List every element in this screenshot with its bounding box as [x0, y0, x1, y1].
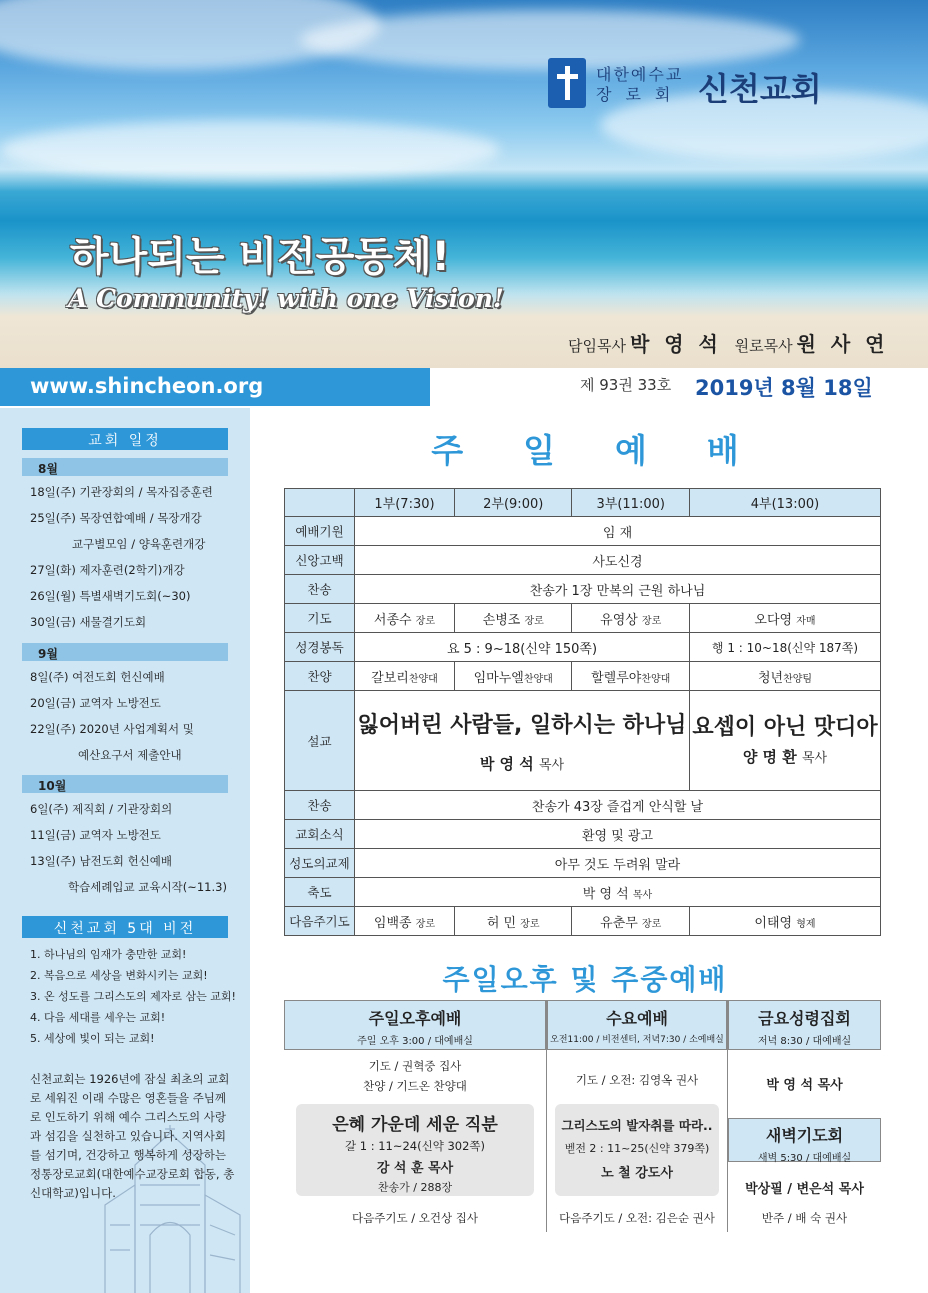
row-label: 축도 — [285, 878, 355, 907]
event-item: 13일(주) 남전도회 헌신예배 — [30, 854, 173, 868]
row-label: 찬송 — [285, 791, 355, 820]
church-introduction: 신천교회는 1926년에 잠실 최초의 교회로 세워진 이래 수많은 영혼들을 주님께로 인도하기 위해 예수 그리스도의 사랑과 섬김을 실천하고 있습니다. 지역사회를 섬기며, 건강하고 행복하게 성장하는 정통장로교회(대한예수교장로회 합동, 총신대학교)입니다. — [30, 1072, 235, 1200]
row-label: 찬양 — [285, 662, 355, 691]
friday-header — [728, 1000, 881, 1050]
afternoon-service — [284, 1000, 546, 1232]
event-item: 25일(주) 목장연합예배 / 목장개강 — [30, 511, 202, 525]
afternoon-next-prayer: 다음주기도 / 오건상 집사 — [352, 1211, 478, 1225]
denomination-line1: 대한예수교 — [596, 65, 684, 84]
website-link[interactable]: www.shincheon.org — [0, 368, 430, 406]
event-item: 예산요구서 제출안내 — [78, 748, 182, 762]
sermon-4-preacher: 양 명 환 — [742, 748, 797, 766]
afternoon-preacher: 강 석 훈 목사 — [376, 1161, 454, 1176]
prayer-3: 유영상 장로 — [572, 604, 690, 633]
service-time: 새벽 5:30 / 대예배실 — [757, 1153, 852, 1164]
table-row — [285, 517, 881, 546]
row-label: 다음주기도 — [285, 907, 355, 936]
row-label: 찬송 — [285, 575, 355, 604]
sermon-4 — [689, 691, 880, 791]
service-time: 오전11:00 / 비전센터, 저녁7:30 / 소예배실 — [550, 1035, 724, 1045]
service-4-header: 4부(13:00) — [689, 489, 880, 517]
church-logo — [548, 54, 848, 114]
row-label: 성경봉독 — [285, 633, 355, 662]
prayer-4: 오다영 자매 — [689, 604, 880, 633]
invocation: 임 재 — [355, 517, 881, 546]
table-row — [285, 878, 881, 907]
event-item: 26일(월) 특별새벽기도회(~30) — [30, 589, 191, 603]
slogan-korean: 하나되는 비전공동체! — [70, 234, 450, 280]
wednesday-sermon-box — [555, 1104, 719, 1196]
month-october: 10월 — [22, 775, 228, 793]
senior-pastor-title: 담임목사 — [568, 337, 626, 355]
choir-1: 갈보리찬양대 — [355, 662, 455, 691]
church-news: 환영 및 광고 — [355, 820, 881, 849]
vision-item: 5. 세상에 빛이 되는 교회! — [30, 1032, 155, 1045]
service-time: 주일 오후 3:00 / 대예배실 — [357, 1036, 473, 1047]
next-prayer-3: 유춘무 장로 — [572, 907, 690, 936]
service-2-header: 2부(9:00) — [454, 489, 571, 517]
table-row — [285, 907, 881, 936]
table-row — [285, 575, 881, 604]
wednesday-scripture: 벧전 2 : 11~25(신약 379쪽) — [564, 1142, 710, 1155]
table-row — [285, 604, 881, 633]
fellowship-hymn: 아무 것도 두려워 말라 — [355, 849, 881, 878]
closing-hymn: 찬송가 43장 즐겁게 안식할 날 — [355, 791, 881, 820]
wednesday-preacher: 노 철 강도사 — [601, 1166, 673, 1181]
afternoon-sermon-title: 은혜 가운데 세운 직분 — [332, 1115, 498, 1135]
event-item: 6일(주) 제직회 / 기관장회의 — [30, 802, 173, 816]
event-item: 20일(금) 교역자 노방전도 — [30, 696, 161, 710]
choir-2: 임마누엘찬양대 — [454, 662, 571, 691]
table-row — [285, 791, 881, 820]
service-name: 수요예배 — [606, 1009, 668, 1028]
afternoon-sermon-box — [296, 1104, 534, 1196]
month-september: 9월 — [22, 643, 228, 661]
afternoon-prayer: 기도 / 권혁중 집사 — [368, 1059, 462, 1073]
scripture-reading-4: 행 1 : 10~18(신약 187쪽) — [689, 633, 880, 662]
senior-pastor-name: 박 영 석 — [629, 332, 722, 356]
row-label: 예배기원 — [285, 517, 355, 546]
sunday-service-title: 주일예배 — [431, 431, 799, 470]
friday-service — [728, 1000, 881, 1232]
row-label: 성도의교제 — [285, 849, 355, 878]
friday-preacher: 박 영 석 목사 — [766, 1078, 843, 1093]
next-prayer-1: 임백종 장로 — [355, 907, 455, 936]
next-prayer-2: 허 민 장로 — [454, 907, 571, 936]
sermon-4-title: 요셉이 아닌 맛디아 — [692, 715, 878, 740]
wednesday-prayer: 기도 / 오전: 김영옥 권사 — [575, 1073, 699, 1087]
table-row — [285, 849, 881, 878]
vision-item: 1. 하나님의 임재가 충만한 교회! — [30, 948, 187, 961]
event-item: 11일(금) 교역자 노방전도 — [30, 828, 161, 842]
cross-icon — [548, 58, 586, 108]
denomination-line2: 장로회 — [596, 85, 685, 104]
next-prayer-4: 이태영 형제 — [689, 907, 880, 936]
issue-number: 제 93권 33호 — [580, 376, 672, 394]
accompanist: 반주 / 배 숙 권사 — [761, 1211, 848, 1225]
row-label: 신앙고백 — [285, 546, 355, 575]
choir-3: 할렐루야찬양대 — [572, 662, 690, 691]
afternoon-hymn: 찬송가 / 288장 — [377, 1181, 453, 1194]
prayer-1: 서종수 장로 — [355, 604, 455, 633]
afternoon-praise: 찬양 / 기드온 찬양대 — [363, 1079, 467, 1093]
dawn-prayer-header — [728, 1118, 881, 1162]
vision-item: 2. 복음으로 세상을 변화시키는 교회! — [30, 969, 208, 982]
table-row — [285, 691, 881, 791]
schedule-heading: 교회 일정 — [22, 428, 228, 450]
choir-4: 청년찬양팀 — [689, 662, 880, 691]
midweek-services — [284, 1000, 881, 1232]
service-3-header: 3부(11:00) — [572, 489, 690, 517]
wednesday-service — [547, 1000, 727, 1232]
midweek-service-title: 주일오후 및 주중예배 — [442, 963, 728, 996]
vision-heading: 신천교회 5대 비전 — [22, 916, 228, 938]
table-row — [285, 546, 881, 575]
wednesday-sermon-title: 그리스도의 발자취를 따라.. — [561, 1118, 713, 1133]
service-name: 주일오후예배 — [368, 1009, 462, 1028]
dawn-prayer-leaders: 박상필 / 변은석 목사 — [745, 1182, 864, 1197]
prayer-2: 손병조 장로 — [454, 604, 571, 633]
wednesday-next-prayer: 다음주기도 / 오전: 김은순 권사 — [559, 1211, 715, 1225]
header-empty-cell — [285, 489, 355, 517]
row-label: 기도 — [285, 604, 355, 633]
vision-item: 4. 다음 세대를 세우는 교회! — [30, 1011, 166, 1024]
event-item: 18일(주) 기관장회의 / 목자집중훈련 — [30, 485, 213, 499]
service-1-header: 1부(7:30) — [355, 489, 455, 517]
wednesday-header — [547, 1000, 727, 1050]
preacher-role: 목사 — [539, 757, 565, 773]
pastors-line — [568, 328, 897, 357]
benediction: 박 영 석 목사 — [355, 878, 881, 907]
event-item: 학습세례입교 교육시작(~11.3) — [68, 880, 227, 894]
vision-item: 3. 온 성도를 그리스도의 제자로 삼는 교회! — [30, 990, 236, 1003]
table-row — [285, 820, 881, 849]
emeritus-pastor-title: 원로목사 — [734, 337, 793, 355]
row-label: 교회소식 — [285, 820, 355, 849]
table-header-row — [285, 489, 881, 517]
event-item: 8일(주) 여전도회 헌신예배 — [30, 670, 165, 684]
church-name: 신천교회 — [698, 70, 822, 108]
service-name: 금요성령집회 — [758, 1009, 851, 1028]
event-item: 27일(화) 제자훈련(2학기)개강 — [30, 563, 185, 577]
month-august: 8월 — [22, 458, 228, 476]
sermon-preacher: 박 영 석 — [479, 754, 534, 773]
opening-hymn: 찬송가 1장 만복의 근원 하나님 — [355, 575, 881, 604]
scripture-reading: 요 5 : 9~18(신약 150쪽) — [355, 633, 690, 662]
preacher-role: 목사 — [802, 751, 828, 766]
creed: 사도신경 — [355, 546, 881, 575]
service-time: 저녁 8:30 / 대예배실 — [757, 1036, 852, 1047]
afternoon-scripture: 갈 1 : 11~24(신약 302쪽) — [344, 1139, 486, 1153]
service-name: 새벽기도회 — [765, 1126, 844, 1145]
table-row — [285, 633, 881, 662]
table-row — [285, 662, 881, 691]
header-banner — [0, 0, 928, 368]
afternoon-header — [284, 1000, 546, 1050]
sermon-main — [355, 691, 690, 791]
event-item: 교구별모임 / 양육훈련개강 — [72, 537, 206, 551]
sunday-service-table — [284, 488, 881, 936]
emeritus-pastor-name: 원 사 연 — [796, 332, 889, 356]
sermon-title: 잃어버린 사람들, 일하시는 하나님 — [357, 712, 687, 738]
row-label: 설교 — [285, 691, 355, 791]
issue-date: 2019년 8월 18일 — [695, 376, 873, 400]
slogan-english: A Community! with one Vision! — [68, 284, 504, 313]
event-item: 22일(주) 2020년 사업계획서 및 — [30, 722, 194, 736]
event-item: 30일(금) 새물결기도회 — [30, 615, 147, 629]
